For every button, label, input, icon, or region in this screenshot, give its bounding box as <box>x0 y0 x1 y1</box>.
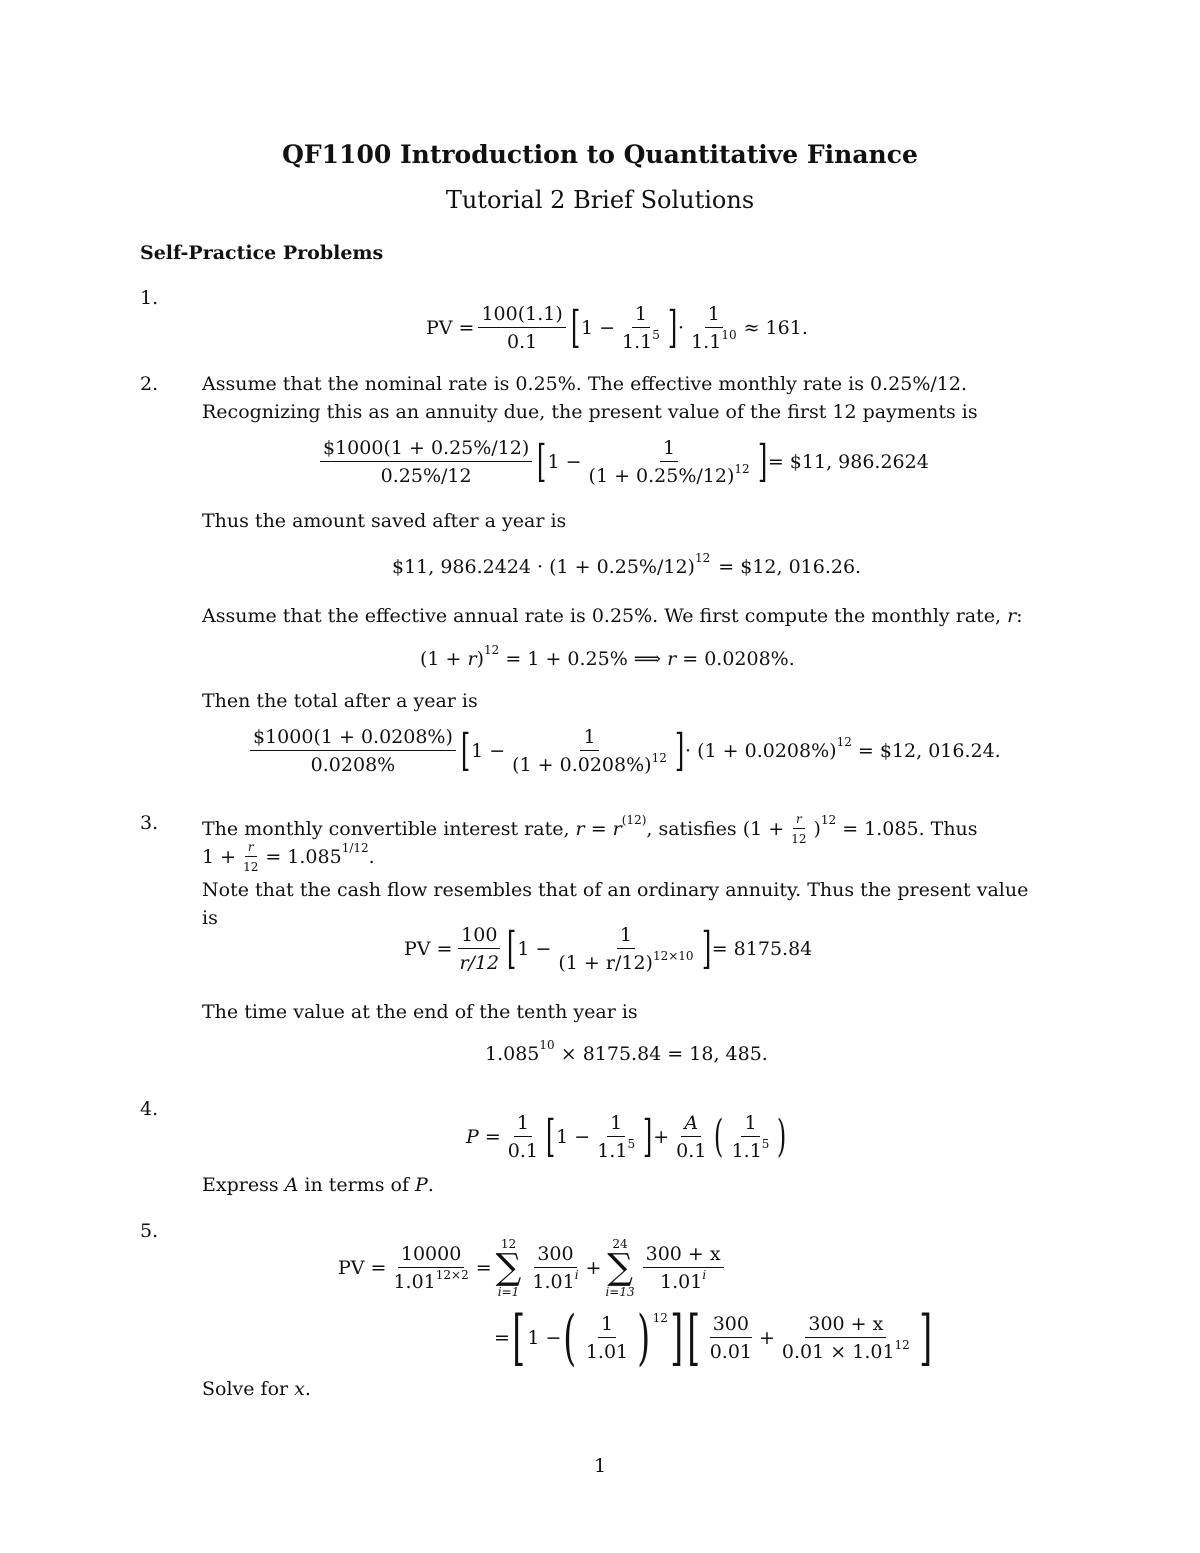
problem-2-number: 2. <box>140 373 159 395</box>
p2-equation-3: (1 + r ) 12 = 1 + 0.25% ⟹ r = 0.0208%. <box>420 643 795 670</box>
p3-line-2: 1 + $\frac{r}{12}$ = 1.085 1/12 . <box>202 840 375 874</box>
section-heading: Self-Practice Problems <box>140 242 384 264</box>
document-title: QF1100 Introduction to Quantitative Finance <box>282 140 918 169</box>
p4-equation: P = $\frac{1}{0.1}$ [ 1 − $\frac{1}{1.1^5}$ ] + $\frac{A}{0.1}$ ( $\frac{1}{1.1^5}$ ) <box>466 1111 787 1162</box>
problem-3-number: 3. <box>140 812 159 834</box>
p5-equation-row-2: = [ 1 − ( $\frac{1}{1.01}$ ) 12 ] [ $\frac{300}{0.01}$ + $\frac{300 + x}{0.01 \times 1.01^{12}}$ ] <box>494 1303 932 1373</box>
p1-frac-1: $\frac{100(1.1)}{0.1}$ <box>478 303 565 353</box>
document-subtitle: Tutorial 2 Brief Solutions <box>445 186 755 214</box>
p1-lhs: PV = <box>426 317 475 339</box>
p2-line-5: Then the total after a year is <box>202 690 478 712</box>
p2-equation-1: $\frac{\$1000(1 + 0.25\%/12)}{0.25\%/12}$ [ 1 − $\frac{1}{(1 + 0.25\%/12)^{12}}$ ] = $11, 986.2624 <box>316 437 929 487</box>
p5-equation-row-1: PV = $\frac{10000}{1.01^{12\times 2}}$ = 12 ∑ i=1 $\frac{300}{1.01^i}$ + 24 ∑ i=13 $\frac{300 + x}{1.01^i}$ <box>338 1238 728 1298</box>
p3-line-4: is <box>202 907 218 929</box>
page-number: 1 <box>593 1455 607 1477</box>
p1-frac-3: $\frac{1}{1.1^{10}}$ <box>691 303 737 353</box>
p2-equation-4: $\frac{\$1000(1 + 0.0208\%)}{0.0208\%}$ [ 1 − $\frac{1}{(1 + 0.0208\%)^{12}}$ ] · (1 + 0.0208%) 12 = $12, 016.24. <box>246 726 1001 776</box>
problem-5-number: 5. <box>140 1220 159 1242</box>
p5-sum-1: 12 ∑ i=1 <box>495 1237 522 1299</box>
p2-line-1: Assume that the nominal rate is 0.25%. The effective monthly rate is 0.25%/12. <box>202 373 968 395</box>
p3-line-1: The monthly convertible interest rate, r = r (12) , satisfies (1 + $\frac{r}{12}$ ) 12 = 1.085. Thus <box>202 812 978 846</box>
p2-line-3: Thus the amount saved after a year is <box>202 510 567 532</box>
p3-equation-1: PV = $\frac{100}{r/12}$ [ 1 − $\frac{1}{(1 + r/12)^{12\times 10}}$ ] = 8175.84 <box>404 923 813 974</box>
p2-line-2: Recognizing this as an annuity due, the present value of the first 12 payments is <box>202 401 978 423</box>
p5-text: Solve for x. <box>202 1378 311 1400</box>
p2-line-4: Assume that the effective annual rate is 0.25%. We first compute the monthly rate, r: <box>202 605 1023 627</box>
problem-1-equation: PV = $\frac{100(1.1)}{0.1}$ [ 1 − $\frac{1}{1.1^5}$ ] · $\frac{1}{1.1^{10}}$ ≈ 161. <box>426 302 808 353</box>
p4-text: Express A in terms of P. <box>202 1174 434 1196</box>
p5-sum-2: 24 ∑ i=13 <box>605 1237 635 1299</box>
p2-equation-2: $11, 986.2424 · (1 + 0.25%/12) 12 = $12, 016.26. <box>392 551 862 578</box>
p3-line-5: The time value at the end of the tenth year is <box>202 1001 638 1023</box>
p1-frac-2: $\frac{1}{1.1^5}$ <box>622 303 660 353</box>
p3-line-3: Note that the cash flow resembles that of an ordinary annuity. Thus the present value <box>202 879 1029 901</box>
problem-4-number: 4. <box>140 1098 159 1120</box>
p3-equation-2: 1.085 10 × 8175.84 = 18, 485. <box>485 1038 768 1065</box>
problem-1-number: 1. <box>140 287 159 309</box>
p1-result: ≈ 161. <box>743 317 808 339</box>
